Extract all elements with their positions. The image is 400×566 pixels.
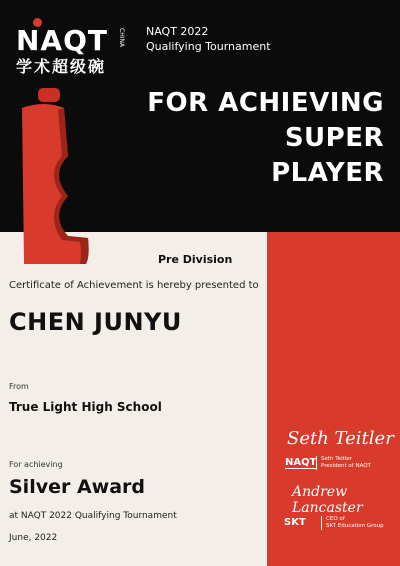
division-label: Pre Division [158,253,233,266]
tournament-line-2: Qualifying Tournament [146,40,271,53]
signer-1-name: Seth Teitler [321,456,352,462]
trophy-sculpture-icon [20,86,90,266]
headline-line-1: FOR ACHIEVING [147,88,384,118]
event-line: at NAQT 2022 Qualifying Tournament [9,511,177,521]
recipient-name: CHEN JUNYU [9,308,182,336]
logo-chinese: 学术超级碗 [16,57,107,76]
presented-text: Certificate of Achievement is hereby presented to [9,280,259,291]
achieving-label: For achieving [9,460,63,469]
tournament-line-1: NAQT 2022 [146,25,209,38]
tournament-title [146,24,271,54]
headline-line-3: PLAYER [271,158,384,188]
award-title: Silver Award [9,476,146,498]
naqt-logo: NAQT [16,24,109,57]
school-name: True Light High School [9,400,162,414]
headline [147,86,384,191]
signature-seth-teitler: Seth Teitler [287,428,394,449]
signer-2-caption [321,516,384,530]
certificate-date: June, 2022 [9,533,58,543]
logo-badge: CHINA [118,28,125,48]
skt-small-logo: SKT [284,517,306,528]
signer-2-name: CEO of [326,516,345,522]
signature-ceo: Andrew Lancaster [292,484,363,516]
from-label: From [9,382,29,391]
signer-1-caption [316,456,371,470]
headline-line-2: SUPER [284,123,384,153]
signer-2-title: SKT Education Group [326,523,384,529]
naqt-small-logo: NAQT [285,457,317,468]
signer-1-title: President of NAQT [321,463,371,469]
